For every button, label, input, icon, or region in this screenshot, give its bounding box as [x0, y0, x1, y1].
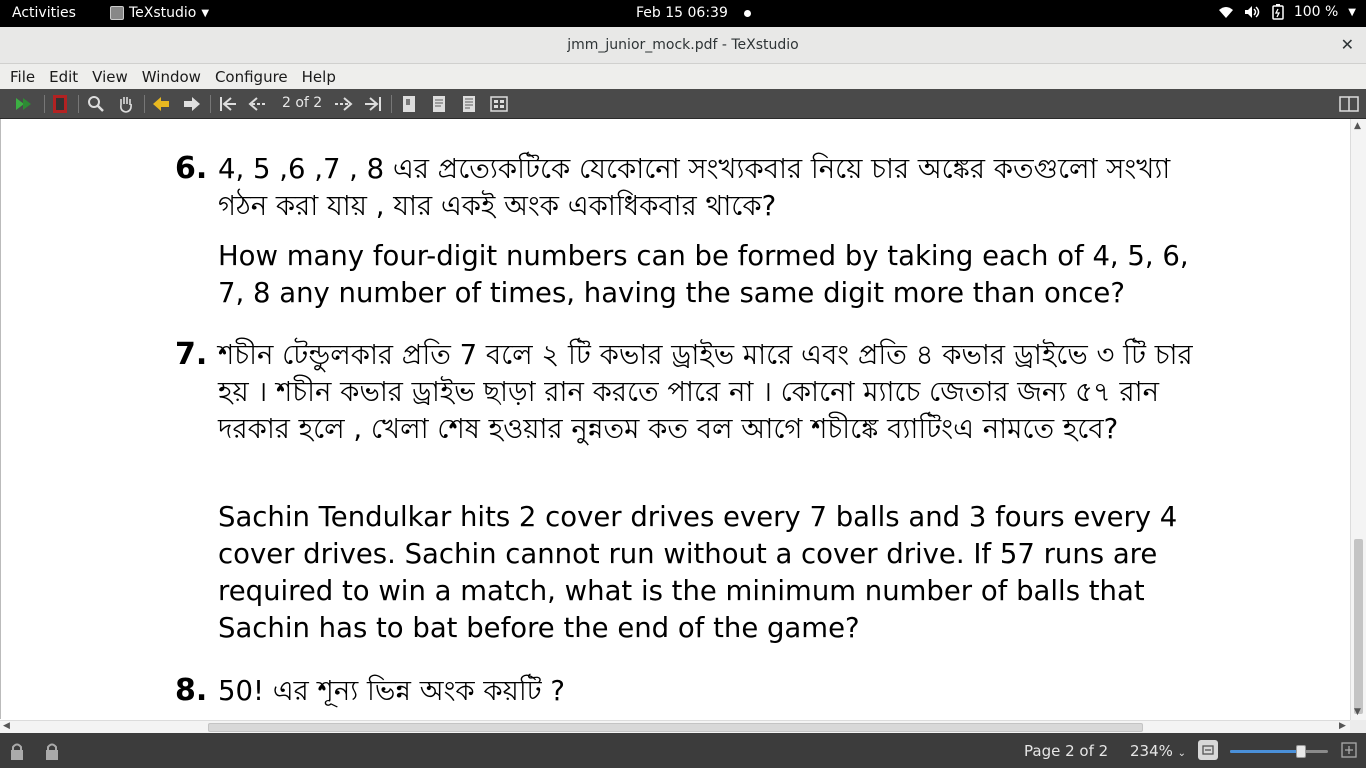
vertical-scroll-thumb[interactable] [1354, 539, 1363, 714]
battery-icon [1272, 4, 1284, 20]
window-title-bar[interactable] [0, 27, 1366, 64]
scroll-right-icon[interactable]: ▶ [1339, 721, 1346, 731]
menu-help[interactable]: Help [301, 67, 336, 86]
pdf-toolbar [0, 89, 1366, 119]
toolbar-separator [210, 95, 211, 113]
page-edge [0, 119, 1, 719]
gnome-top-bar [0, 0, 1366, 27]
question-number: 6. [175, 151, 208, 186]
next-page-icon[interactable] [333, 94, 353, 114]
chevron-down-icon: ▼ [201, 7, 210, 19]
forward-icon[interactable] [182, 94, 202, 114]
scrollbar-corner [1350, 720, 1366, 733]
menu-configure[interactable]: Configure [214, 67, 288, 86]
zoom-level-dropdown[interactable] [1130, 742, 1186, 760]
status-bar [0, 733, 1366, 768]
first-page-icon[interactable] [218, 94, 238, 114]
question-number: 8. [175, 673, 208, 708]
toolbar-separator [78, 95, 79, 113]
zoom-slider-handle[interactable] [1296, 745, 1306, 758]
lock-icon[interactable] [43, 741, 61, 765]
chevron-down-icon: ▼ [1348, 6, 1356, 18]
scroll-left-icon[interactable]: ◀ [3, 721, 10, 731]
system-tray[interactable] [1218, 4, 1356, 20]
menu-bar [0, 64, 1366, 89]
two-page-icon[interactable] [459, 94, 479, 114]
battery-percentage: 100 % [1293, 4, 1339, 20]
menu-edit[interactable]: Edit [49, 67, 79, 86]
scroll-up-icon[interactable]: ▲ [1354, 121, 1361, 131]
zoom-slider-fill [1230, 750, 1301, 753]
toolbar-separator [144, 95, 145, 113]
single-page-icon[interactable] [399, 94, 419, 114]
zoom-slider[interactable] [1230, 750, 1328, 753]
close-icon[interactable]: ✕ [1340, 35, 1354, 54]
grid-view-icon[interactable] [489, 94, 509, 114]
question-6-english: How many four-digit numbers can be formed by taking each of 4, 5, 6, 7, 8 any number of times, having the same digit more than once? [218, 240, 1189, 309]
volume-icon [1244, 5, 1262, 19]
question-7-bengali: শচীন টেন্ডুলকার প্রতি 7 বলে ২ টি কভার ড্রাইভ মারে এবং প্রতি ৪ কভার ড্রাইভে ৩ টি চার হয় । শচীন কভার ড্রাইভ ছাড়া রান করতে পারে না । কোনো ম্যাচে জেতার জন্য ৫৭ রান দরকার হলে , খেলা শেষ হওয়ার নুন্নতম কত বল আগে শচীঙ্কে ব্যাটিংএ নামতে হবে? [218, 339, 1193, 445]
zoom-out-button[interactable] [1198, 740, 1218, 760]
chevron-down-icon: ⌄ [1177, 748, 1187, 759]
toggle-panel-icon[interactable] [1339, 94, 1359, 114]
activities-button[interactable]: Activities [12, 5, 76, 21]
continuous-page-icon[interactable] [429, 94, 449, 114]
last-page-icon[interactable] [363, 94, 383, 114]
zoom-in-button[interactable] [1340, 741, 1358, 759]
lock-icon[interactable] [8, 741, 26, 765]
wifi-icon [1218, 5, 1234, 19]
hand-tool-icon[interactable] [116, 94, 136, 114]
toolbar-separator [391, 95, 392, 113]
back-icon[interactable] [151, 94, 171, 114]
question-number: 7. [175, 337, 208, 372]
clock[interactable]: Feb 15 06:39 [636, 5, 728, 21]
pdf-document-view[interactable] [0, 119, 1366, 733]
toolbar-separator [44, 95, 45, 113]
app-menu-button[interactable] [110, 5, 209, 21]
sync-to-editor-icon[interactable] [14, 94, 34, 114]
texstudio-app-icon [110, 6, 124, 20]
question-8-bengali: 50! এর শূন্য ভিন্ন অংক কয়টি ? [218, 675, 566, 707]
horizontal-scroll-thumb[interactable] [208, 723, 1143, 732]
page-indicator[interactable]: 2 of 2 [282, 95, 323, 111]
menu-window[interactable]: Window [141, 67, 201, 86]
external-viewer-icon[interactable] [50, 94, 70, 114]
notification-dot-icon [744, 10, 751, 17]
window-title: jmm_junior_mock.pdf - TeXstudio [567, 37, 799, 53]
previous-page-icon[interactable] [248, 94, 268, 114]
scroll-down-icon[interactable]: ▼ [1354, 707, 1361, 717]
menu-view[interactable]: View [92, 67, 128, 86]
zoom-level-value: 234% [1130, 742, 1173, 760]
status-page-info: Page 2 of 2 [1024, 742, 1109, 760]
magnifier-icon[interactable] [86, 94, 106, 114]
vertical-scrollbar[interactable] [1350, 119, 1366, 720]
menu-file[interactable]: File [10, 67, 36, 86]
question-6-bengali: 4, 5 ,6 ,7 , 8 এর প্রত্যেকটিকে যেকোনো সংখ্যকবার নিয়ে চার অঙ্কের কতগুলো সংখ্যা গঠন করা যায় , যার একই অংক একাধিকবার থাকে? [218, 153, 1171, 222]
question-7-english: Sachin Tendulkar hits 2 cover drives every 7 balls and 3 fours every 4 cover drives. Sachin cannot run without a cover drive. If 57 runs are required to win a match, what is the minimum number of balls that Sachin has to bat before the end of the game? [218, 501, 1178, 644]
horizontal-scrollbar[interactable] [0, 720, 1350, 733]
app-menu-label: TeXstudio [129, 5, 197, 21]
